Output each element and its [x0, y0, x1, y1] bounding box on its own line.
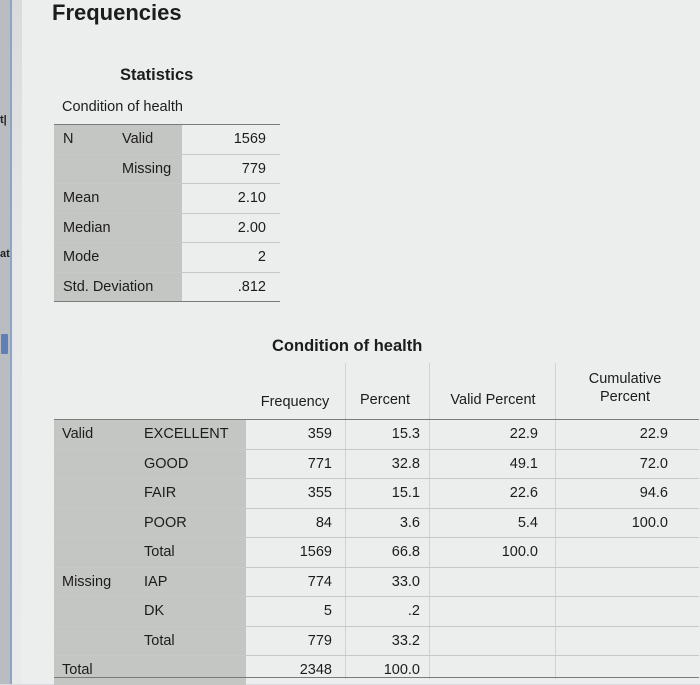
- category-label: Total: [144, 544, 175, 560]
- table-row: [54, 449, 699, 479]
- row-label: Median: [63, 219, 111, 236]
- cumulative-value: 72.0: [639, 455, 668, 472]
- table-row: [54, 508, 699, 538]
- frequency-value: 771: [307, 455, 332, 472]
- statistics-caption: Condition of health: [62, 99, 183, 115]
- group-label-total: Total: [62, 662, 93, 678]
- header-valid-percent: Valid Percent: [450, 392, 536, 408]
- outline-marker: t|: [0, 114, 7, 126]
- n-label: N: [63, 131, 74, 147]
- group-label-valid: Valid: [62, 426, 94, 442]
- header-cumulative: [560, 370, 690, 406]
- page-title: Frequencies: [52, 0, 182, 25]
- frequency-table-title: Condition of health: [272, 337, 423, 355]
- frequency-table[interactable]: [54, 363, 699, 685]
- frequency-value: 1569: [299, 544, 332, 560]
- table-row: [54, 655, 699, 685]
- row-value: 2: [257, 249, 266, 265]
- category-label: FAIR: [144, 485, 177, 501]
- valid-percent-value: 22.9: [509, 426, 538, 442]
- valid-percent-value: 49.1: [509, 455, 538, 472]
- cumulative-value: 100.0: [631, 514, 668, 531]
- outline-marker: at: [0, 248, 10, 260]
- row-value: 1569: [233, 131, 266, 147]
- statistics-table[interactable]: [54, 124, 280, 302]
- percent-value: 33.2: [391, 632, 420, 649]
- percent-value: 15.3: [391, 426, 420, 442]
- row-value: 779: [241, 160, 266, 177]
- row-label: Std. Deviation: [63, 278, 154, 295]
- frequency-value: 774: [307, 573, 332, 590]
- row-label: Mean: [63, 190, 100, 206]
- percent-value: .2: [407, 603, 420, 619]
- category-label: POOR: [144, 514, 187, 531]
- statistics-title: Statistics: [120, 66, 194, 84]
- header-cumulative-line2: Percent: [600, 389, 650, 405]
- table-header: [54, 363, 699, 420]
- category-label: IAP: [144, 573, 168, 590]
- frequency-value: 359: [307, 426, 332, 442]
- group-label-missing: Missing: [62, 573, 112, 590]
- row-value: .812: [237, 278, 266, 295]
- valid-percent-value: 100.0: [501, 544, 538, 560]
- category-label: EXCELLENT: [144, 426, 229, 442]
- table-row: [54, 272, 280, 302]
- cumulative-value: 94.6: [639, 485, 668, 501]
- scrollbar-thumb[interactable]: [1, 334, 8, 354]
- category-label: Total: [144, 632, 175, 649]
- header-frequency: Frequency: [260, 394, 330, 410]
- category-label: DK: [144, 603, 165, 619]
- table-row: [54, 537, 699, 567]
- table-row: [54, 567, 699, 597]
- row-value: 2.00: [237, 219, 266, 236]
- row-label: Mode: [63, 249, 100, 265]
- table-row: [54, 596, 699, 626]
- percent-value: 15.1: [391, 485, 420, 501]
- percent-value: 3.6: [399, 514, 420, 531]
- table-bottom-border: [54, 677, 699, 678]
- header-percent: Percent: [360, 392, 410, 408]
- valid-percent-value: 5.4: [517, 514, 538, 531]
- table-row: [54, 420, 699, 449]
- table-row: [54, 213, 280, 243]
- table-row: [54, 125, 280, 154]
- percent-value: 66.8: [391, 544, 420, 560]
- row-label: Missing: [122, 160, 172, 177]
- row-label: Valid: [122, 131, 154, 147]
- table-row: [54, 626, 699, 656]
- percent-value: 32.8: [391, 455, 420, 472]
- valid-percent-value: 22.6: [509, 485, 538, 501]
- viewer-left-pane: [0, 0, 12, 684]
- row-value: 2.10: [237, 190, 266, 206]
- frequency-value: 779: [307, 632, 332, 649]
- table-row: [54, 183, 280, 213]
- percent-value: 100.0: [383, 662, 420, 678]
- percent-value: 33.0: [391, 573, 420, 590]
- table-row: [54, 242, 280, 272]
- header-cumulative-line1: Cumulative: [588, 371, 662, 387]
- frequency-value: 5: [323, 603, 332, 619]
- category-label: GOOD: [144, 455, 189, 472]
- frequency-value: 2348: [299, 662, 332, 678]
- table-row: [54, 478, 699, 508]
- cumulative-value: 22.9: [639, 426, 668, 442]
- frequency-value: 84: [315, 514, 332, 531]
- frequency-value: 355: [307, 485, 332, 501]
- table-row: [54, 154, 280, 184]
